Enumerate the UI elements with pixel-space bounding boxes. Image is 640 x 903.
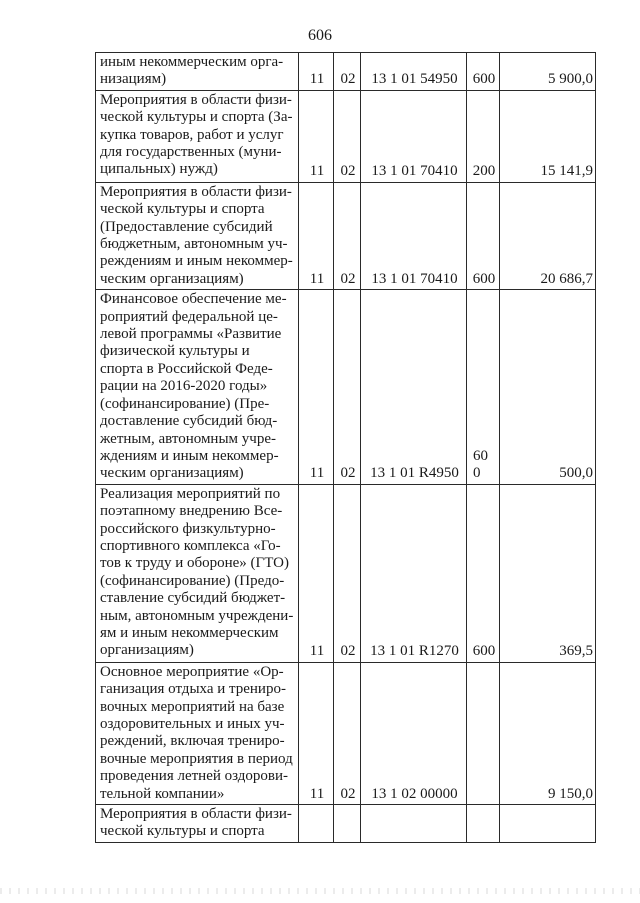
section-code <box>299 804 334 842</box>
subsection-code: 02 <box>334 290 361 484</box>
target-article-code <box>361 804 467 842</box>
amount: 369,5 <box>500 484 596 662</box>
expense-type-code <box>467 804 500 842</box>
amount: 15 141,9 <box>500 90 596 182</box>
target-article-code: 13 1 01 54950 <box>361 53 467 91</box>
table-row <box>96 290 596 484</box>
expense-name: иным некоммерческим орга- низациям) <box>96 53 299 91</box>
expense-name: Мероприятия в области физи- ческой культуры и спорта (Предоставление субсидий бюджетным, автономным уч- реждениям и иным некоммер- ческим организациям) <box>96 182 299 289</box>
subsection-code: 02 <box>334 90 361 182</box>
expense-type-code: 600 <box>467 484 500 662</box>
budget-table <box>95 52 596 843</box>
expense-type-code <box>467 662 500 804</box>
expense-name: Мероприятия в области физи- ческой культуры и спорта (За- купка товаров, работ и услуг для государственных (муни- ципальных) нужд) <box>96 90 299 182</box>
section-code: 11 <box>299 182 334 289</box>
expense-name: Мероприятия в области физи- ческой культуры и спорта <box>96 804 299 842</box>
target-article-code: 13 1 01 70410 <box>361 90 467 182</box>
expense-name: Основное мероприятие «Ор- ганизация отдыха и трениро- вочных мероприятий на базе оздоровительных и иных уч- реждений, включая трениро- вочные мероприятия в период проведения летней оздорови- тельной компании» <box>96 662 299 804</box>
expense-name: Реализация мероприятий по поэтапному внедрению Все- российского физкультурно- спортивного комплекса «Го- тов к труду и обороне» (ГТО) (софинансирование) (Предо- ставление субсидий бюджет- ным, автономным учреждени- ям и иным некоммерческим организациям) <box>96 484 299 662</box>
expense-type-code: 600 <box>467 53 500 91</box>
amount: 20 686,7 <box>500 182 596 289</box>
table-row <box>96 182 596 289</box>
target-article-code: 13 1 01 R1270 <box>361 484 467 662</box>
subsection-code: 02 <box>334 484 361 662</box>
amount: 500,0 <box>500 290 596 484</box>
section-code: 11 <box>299 53 334 91</box>
section-code: 11 <box>299 290 334 484</box>
amount: 5 900,0 <box>500 53 596 91</box>
section-code: 11 <box>299 90 334 182</box>
expense-type-code: 600 <box>467 182 500 289</box>
target-article-code: 13 1 02 00000 <box>361 662 467 804</box>
page-number: 606 <box>308 27 332 44</box>
target-article-code: 13 1 01 R4950 <box>361 290 467 484</box>
amount <box>500 804 596 842</box>
expense-name: Финансовое обеспечение ме- роприятий федеральной це- левой программы «Развитие физической культуры и спорта в Российской Феде- рации на 2016-2020 годы» (софинансирование) (Пре- доставление субсидий бюд- жетным, автономным учре- ждениям и иным некоммер- ческим организациям) <box>96 290 299 484</box>
table-row <box>96 662 596 804</box>
section-code: 11 <box>299 662 334 804</box>
subsection-code: 02 <box>334 53 361 91</box>
table-row <box>96 90 596 182</box>
table-row <box>96 484 596 662</box>
amount: 9 150,0 <box>500 662 596 804</box>
table-row <box>96 53 596 91</box>
section-code: 11 <box>299 484 334 662</box>
expense-type-code: 60 0 <box>467 290 500 484</box>
scan-edge-noise <box>0 888 640 894</box>
subsection-code: 02 <box>334 662 361 804</box>
subsection-code <box>334 804 361 842</box>
expense-type-code: 200 <box>467 90 500 182</box>
table-row <box>96 804 596 842</box>
target-article-code: 13 1 01 70410 <box>361 182 467 289</box>
subsection-code: 02 <box>334 182 361 289</box>
